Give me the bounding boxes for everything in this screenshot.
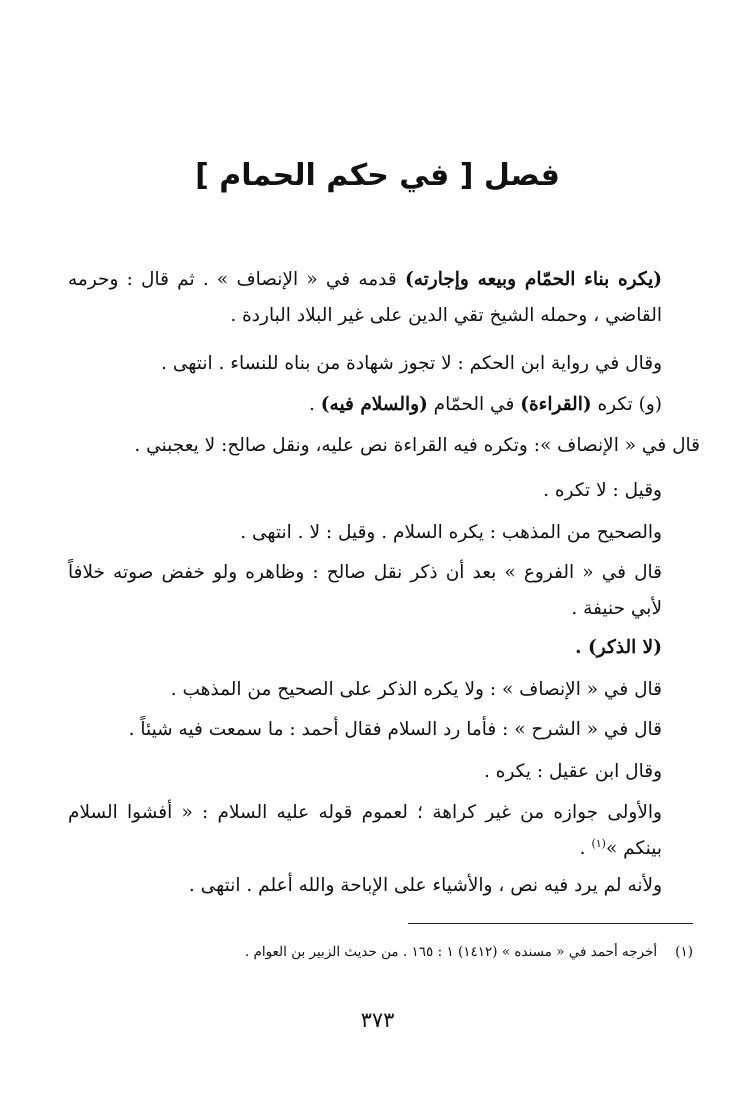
matn-text: (القراءة) xyxy=(520,394,592,415)
paragraph-11: وقال ابن عقيل : يكره . xyxy=(484,761,662,782)
footnote xyxy=(70,940,693,964)
matn-mid: في الحمّام xyxy=(427,394,521,415)
paragraph-12-end: . xyxy=(579,838,592,859)
paragraph-10: قال في « الشرح » : فأما رد السلام فقال أحمد : ما سمعت فيه شيئاً . xyxy=(128,719,662,740)
footnote-text: أخرجه أحمد في « مسنده » (١٤١٢) ١ : ١٦٥ . من حديث الزبير بن العوام . xyxy=(244,944,658,960)
paragraph-4: قال في « الإنصاف »: وتكره فيه القراءة نص عليه، ونقل صالح: لا يعجبني . xyxy=(134,435,700,456)
footnote-number: (١) xyxy=(675,944,693,960)
paragraph-9: قال في « الإنصاف » : ولا يكره الذكر على الصحيح من المذهب . xyxy=(170,679,662,700)
matn-end: . xyxy=(309,394,321,415)
paragraph-6: والصحيح من المذهب : يكره السلام . وقيل : لا . انتهى . xyxy=(240,522,662,543)
paragraph-3 xyxy=(68,387,700,423)
paragraph-13: ولأنه لم يرد فيه نص ، والأشياء على الإباحة والله أعلم . انتهى . xyxy=(188,875,662,896)
paragraph-2: وقال في رواية ابن الحكم : لا تجوز شهادة من بناه للنساء . انتهى . xyxy=(161,353,662,374)
paragraph-1 xyxy=(68,262,700,334)
page-number: ٣٧٣ xyxy=(360,1008,395,1032)
footnote-reference: (١) xyxy=(591,836,606,850)
matn-text: (والسلام فيه) xyxy=(320,394,428,415)
section-heading: فصل [ في حكم الحمام ] xyxy=(195,158,560,193)
commentary-text: قدمه في « الإنصاف » . ثم قال : وحرمه القاضي ، وحمله الشيخ تقي الدين على غير البلاد الباردة . xyxy=(68,269,662,326)
paragraph-7: قال في « الفروع » بعد أن ذكر نقل صالح : وظاهره ولو خفض صوته خلافاً لأبي حنيفة . xyxy=(68,562,662,619)
paragraph-12 xyxy=(68,795,700,867)
footnote-divider xyxy=(408,923,693,924)
matn-text: (لا الذكر) . xyxy=(575,637,662,658)
paragraph-12-text: والأولى جوازه من غير كراهة ؛ لعموم قوله عليه السلام : « أفشوا السلام بينكم » xyxy=(68,802,662,859)
matn-prefix: (و) تكره xyxy=(591,394,662,415)
paragraph-5: وقيل : لا تكره . xyxy=(543,480,662,501)
matn-text: (يكره بناء الحمّام وبيعه وإجارته) xyxy=(404,269,662,290)
paragraph-8 xyxy=(68,630,700,666)
